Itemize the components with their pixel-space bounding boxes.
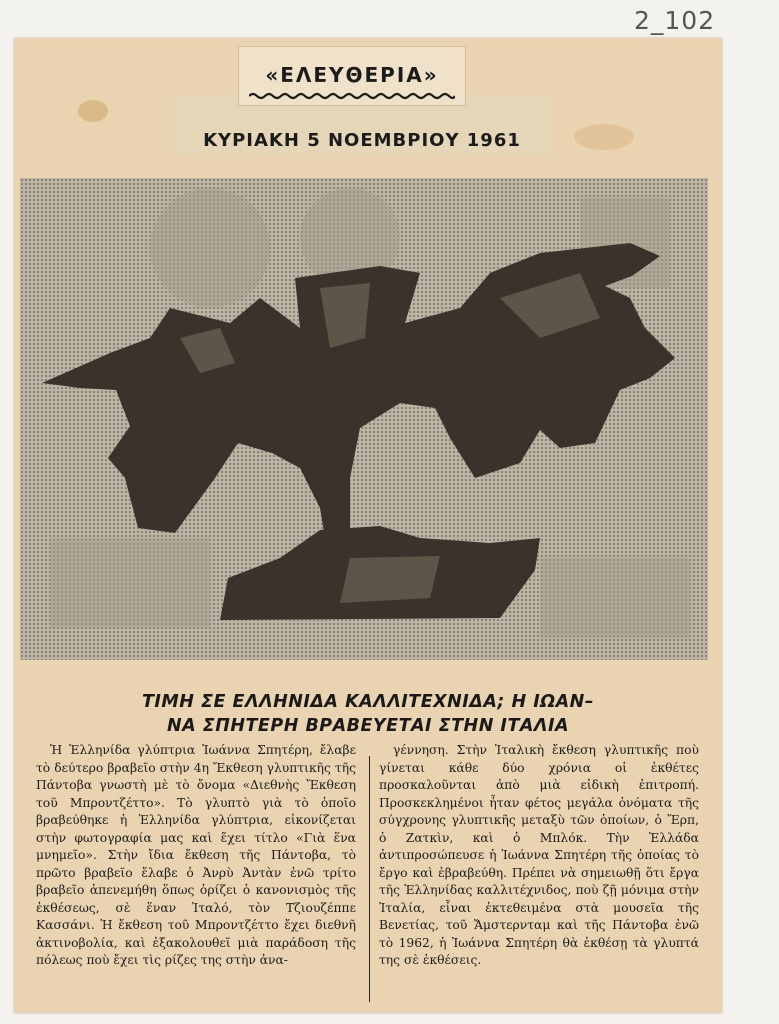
headline-line: ΤΙΜΗ ΣΕ ΕΛΛΗΝΙΔΑ ΚΑΛΛΙΤΕΧΝΙΔΑ; Η ΙΩΑΝ– [141,692,595,712]
headline-line: ΝΑ ΣΠΗΤΕΡΗ ΒΡΑΒΕΥΕΤΑΙ ΣΤΗΝ ΙΤΑΛΙΑ [166,716,570,736]
article-text: Ἡ Ἑλληνίδα γλύπτρια Ἰωάννα Σπητέρη, ἔλαβε τὸ δεύτερο βραβεῖο στὴν 4η Ἔκθεση γλυπτικῆς τῆς Πάντοβα γνωστὴ μὲ τὸ ὄνομα «Διεθνὴς Ἔκθεση τοῦ Μπροντζέττο». Τὸ γλυπτὸ γιὰ τὸ ὁποῖο βραβεύθηκε ἡ Ἑλληνίδα γλύπτρια, εἰκονίζεται στὴν φωτογραφία μας καὶ ἔχει τίτλο «Γιὰ ἕνα μνημεῖο». Στὴν ἴδια ἔκθεση τῆς Πάντοβα, τὸ πρῶτο βραβεῖο ἔλαβε ὁ Ἀνρὺ Ἀντὰν ἐνῶ τρίτο βραβεῖο ἀπενεμήθη ὅπως ὁρίζει ὁ κανονισμὸς τῆς ἐκθέσεως, σὲ ἕναν Ἰταλό, τὸν Τζιουζέππε Κασσάνι. Ἡ ἔκθεση τοῦ Μπροντζέττο ἔχει διεθνῆ ἀκτινοβολία, καὶ ἐξακολουθεῖ μιὰ παράδοση τῆς πόλεως ποὺ ἔχει τὶς ρίζες της στὴν ἀνα- [36,743,356,967]
article-column-right [379,742,699,970]
wavy-rule [249,92,455,100]
article-headline [54,690,682,738]
article-text: γέννηση. Στὴν Ἰταλικὴ ἔκθεση γλυπτικῆς ποὺ γίνεται κάθε δύο χρόνια οἱ ἐκθέτες προσκαλοῦνται ἀπὸ μιὰ εἰδικὴ ἐπιτροπή. Προσκεκλημένοι ἦταν φέτος μεγάλα ὀνόματα τῆς σύγχρονης γλυπτικῆς μεταξὺ τῶν ὁποίων, ὁ Ἔρπ, ὁ Ζατκὶν, καὶ ὁ Μπλόκ. Τὴν Ἑλλάδα ἀντιπροσώπευσε ἡ Ἰωάννα Σπητέρη τῆς ὁποίας τὸ ἔργο καὶ ἐβραβεύθη. Πρέπει νὰ σημειωθῇ ὅτι ἔργα τῆς Ἑλληνίδας καλλιτέχνιδος, ποὺ ζῇ μόνιμα στὴν Ἰταλία, εἶναι ἐκτεθειμένα στὰ μουσεῖα τῆς Βενετίας, τοῦ Ἄμστερνταμ καὶ τῆς Πάντοβα ἐνῶ τὸ 1962, ἡ Ἰωάννα Σπητέρη θὰ ἐκθέσῃ τὰ γλυπτά της σὲ ἐκθέσεις. [379,743,699,967]
paper-stain [78,100,108,122]
archive-number: 2_102 [634,6,716,35]
sculpture-photo [20,178,708,660]
masthead-strip [238,46,466,106]
paper-stain [574,124,634,150]
sculpture-image [20,178,708,660]
column-divider [369,756,370,1002]
article-column-left [36,742,356,970]
newspaper-name: «ΕΛΕΥΘΕΡΙΑ» [265,63,439,87]
newspaper-clipping [14,38,722,1013]
publication-date: ΚΥΡΙΑΚΗ 5 ΝΟΕΜΒΡΙΟΥ 1961 [203,130,521,151]
